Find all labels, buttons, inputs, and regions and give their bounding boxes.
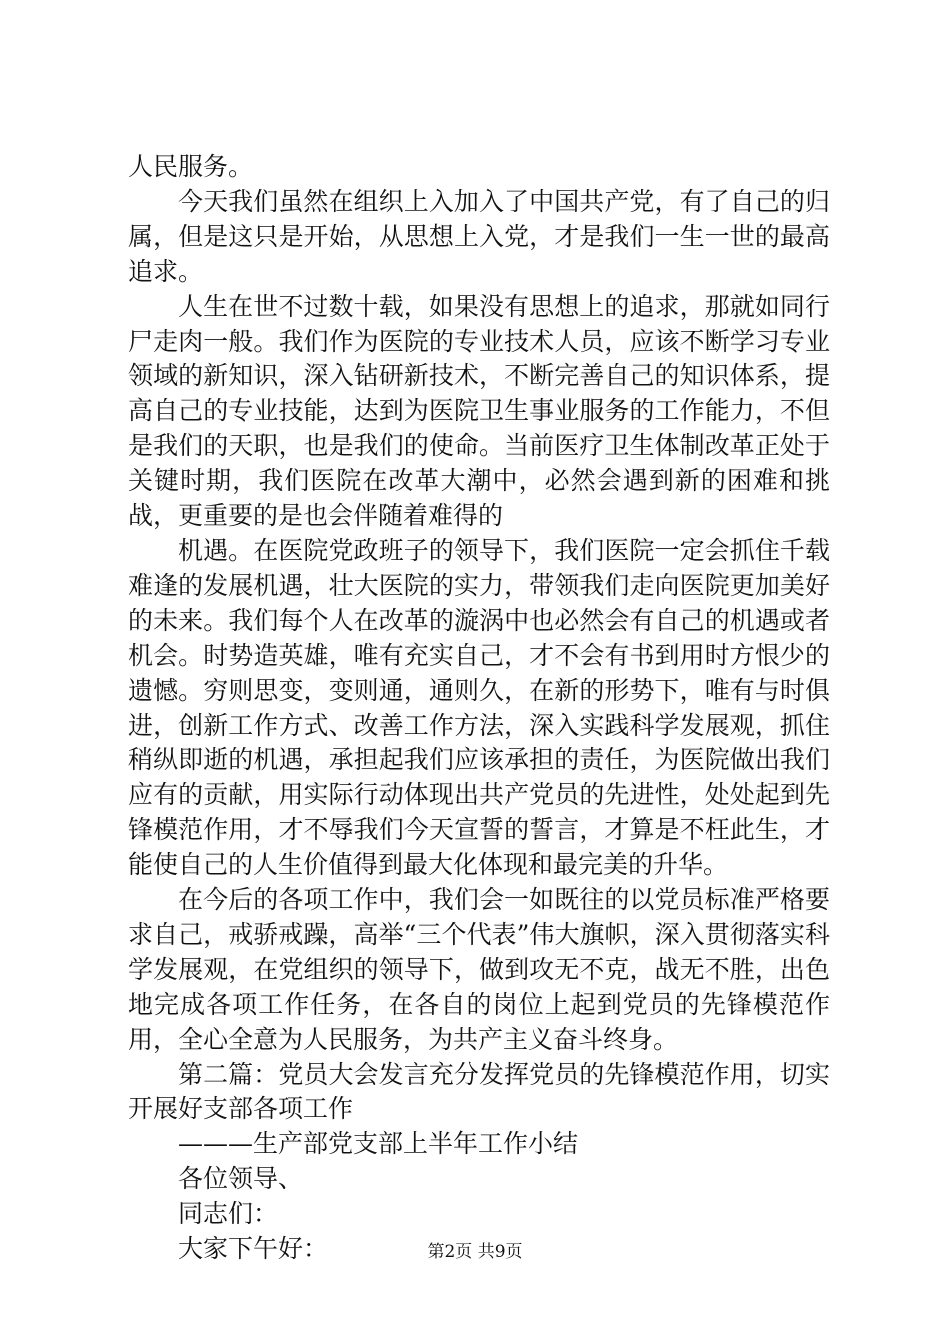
paragraph: 人生在世不过数十载，如果没有思想上的追求，那就如同行尸走肉一般。我们作为医院的专业技术人员，应该不断学习专业领域的新知识，深入钻研新技术，不断完善自己的知识体系，提高自己的专业技能，达到为医院卫生事业服务的工作能力，不但是我们的天职，也是我们的使命。当前医疗卫生体制改革正处于关键时期，我们医院在改革大潮中，必然会遇到新的困难和挑战，更重要的是也会伴随着难得的	[128, 291, 830, 531]
paragraph-continuation: 人民服务。	[128, 152, 254, 181]
section-heading: 第二篇：党员大会发言充分发挥党员的先锋模范作用，切实开展好支部各项工作	[128, 1059, 830, 1124]
paragraph: 今天我们虽然在组织上入加入了中国共产党，有了自己的归属，但是这只是开始，从思想上入党，才是我们一生一世的最高追求。	[128, 186, 830, 286]
document-body	[128, 150, 830, 1267]
page-number-footer: 第2页 共9页	[427, 1242, 523, 1262]
subtitle-line: ———生产部党支部上半年工作小结	[178, 1129, 579, 1159]
salutation-line: 同志们：	[178, 1199, 279, 1229]
greeting-line: 大家下午好：	[178, 1234, 329, 1264]
paragraph: 在今后的各项工作中，我们会一如既往的以党员标准严格要求自己，戒骄戒躁，高举“三个代表”伟大旗帜，深入贯彻落实科学发展观，在党组织的领导下，做到攻无不克，战无不胜，出色地完成各项工作任务，在各自的岗位上起到党员的先锋模范作用，全心全意为人民服务，为共产主义奋斗终身。	[128, 885, 830, 1054]
paragraph: 机遇。在医院党政班子的领导下，我们医院一定会抓住千载难逢的发展机遇，壮大医院的实力，带领我们走向医院更加美好的未来。我们每个人在改革的漩涡中也必然会有自己的机遇或者机会。时势造英雄，唯有充实自己，才不会有书到用时方恨少的遗憾。穷则思变，变则通，通则久，在新的形势下，唯有与时俱进，创新工作方式、改善工作方法，深入实践科学发展观，抓住稍纵即逝的机遇，承担起我们应该承担的责任，为医院做出我们应有的贡献，用实际行动体现出共产党员的先进性，处处起到先锋模范作用，才不辱我们今天宣誓的誓言，才算是不枉此生，才能使自己的人生价值得到最大化体现和最完美的升华。	[128, 535, 830, 880]
salutation-line: 各位领导、	[178, 1164, 304, 1194]
